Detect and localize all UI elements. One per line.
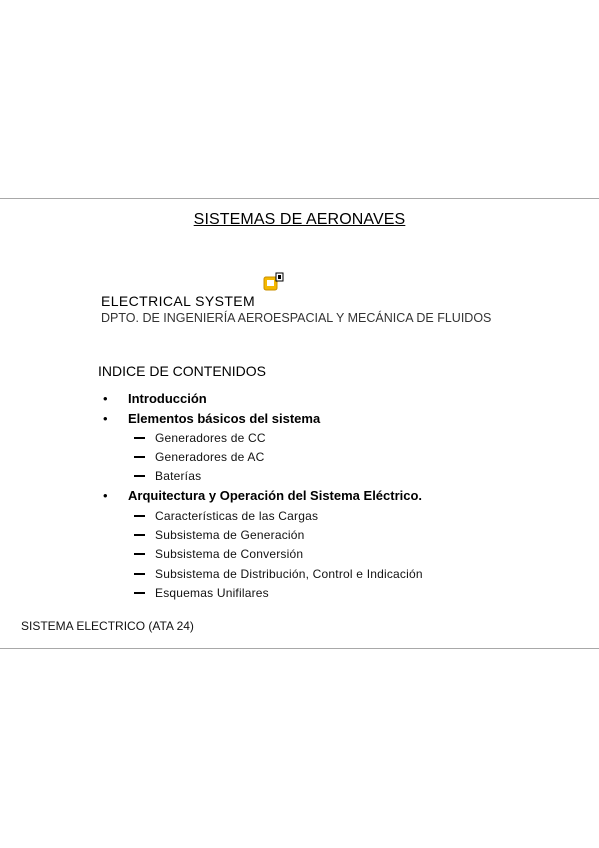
toc-item-label: Introducción [128, 391, 207, 406]
toc-subitem-label: Subsistema de Distribución, Control e Indicación [155, 567, 423, 581]
toc-subitem-label: Subsistema de Generación [155, 528, 305, 542]
toc-subitem-label: Generadores de CC [155, 431, 266, 445]
toc-subitem-label: Generadores de AC [155, 450, 265, 464]
toc-subitem-label: Esquemas Unifilares [155, 586, 269, 600]
dash-icon [134, 553, 145, 555]
document-subtitle: DPTO. DE INGENIERÍA AEROESPACIAL Y MECÁNICA DE FLUIDOS [101, 311, 492, 325]
top-divider [0, 198, 599, 199]
toc-subitem-label: Baterías [155, 469, 202, 483]
dash-icon [134, 437, 145, 439]
toc-subitem-label: Características de las Cargas [155, 509, 319, 523]
dash-icon [134, 534, 145, 536]
bullet-icon: • [103, 391, 108, 406]
toc-item-label: Arquitectura y Operación del Sistema Eléctrico. [128, 488, 423, 503]
dash-icon [134, 456, 145, 458]
bullet-icon: • [103, 488, 108, 503]
sticky-note-icon[interactable] [263, 272, 285, 292]
bottom-divider [0, 648, 599, 649]
toc-heading: INDICE DE CONTENIDOS [98, 363, 267, 379]
bullet-icon: • [103, 411, 108, 426]
document-title: ELECTRICAL SYSTEM [101, 293, 256, 309]
dash-icon [134, 592, 145, 594]
dash-icon [134, 475, 145, 477]
dash-icon [134, 515, 145, 517]
page-title: SISTEMAS DE AERONAVES [193, 211, 406, 228]
footer-caption: SISTEMA ELECTRICO (ATA 24) [21, 619, 194, 633]
toc-item-label: Elementos básicos del sistema [128, 411, 321, 426]
toc-subitem-label: Subsistema de Conversión [155, 547, 304, 561]
dash-icon [134, 573, 145, 575]
